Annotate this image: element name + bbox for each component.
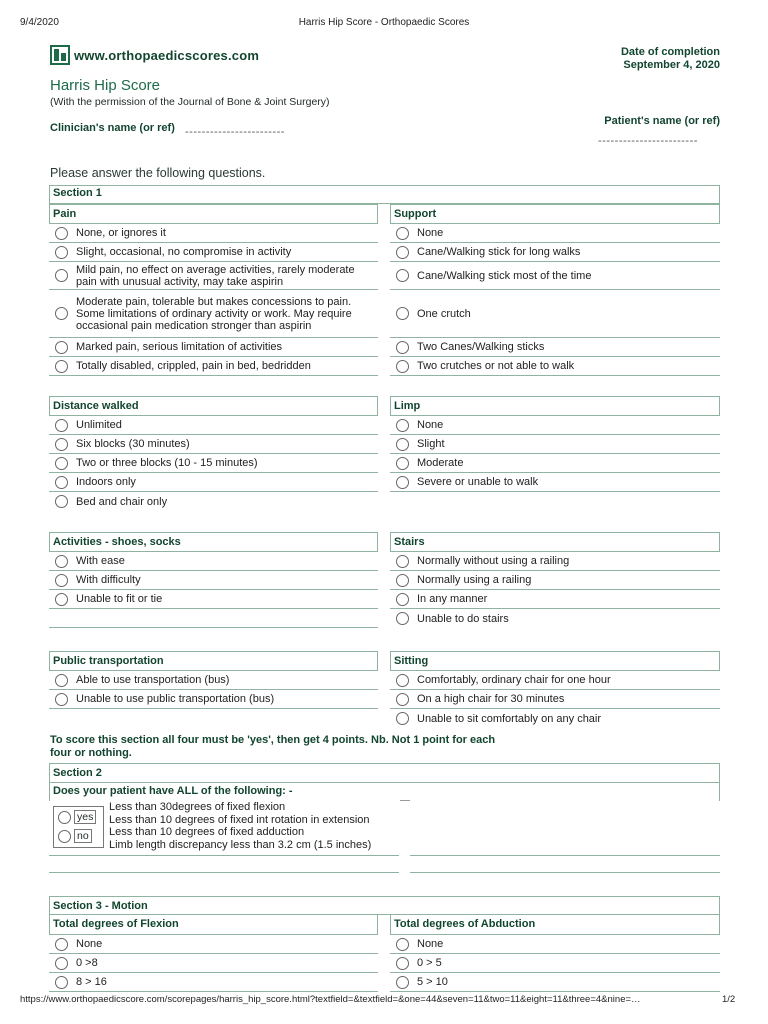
abduction-option[interactable]: 5 > 10 bbox=[390, 973, 720, 992]
activities-spacer-row bbox=[49, 609, 378, 628]
criteria-item: Limb length discrepancy less than 3.2 cm (1.5 inches) bbox=[109, 838, 372, 851]
support-option[interactable]: None bbox=[390, 224, 720, 243]
footer-url: https://www.orthopaedicscore.com/scorepages/harris_hip_score.html?textfield=&textfield=&one=44&seven=11&two=11&eight=11&three=4&nine=… bbox=[20, 994, 641, 1005]
support-option[interactable]: One crutch bbox=[390, 290, 720, 338]
radio-icon[interactable] bbox=[396, 360, 409, 373]
section2-question: Does your patient have ALL of the following: - bbox=[49, 783, 720, 801]
flexion-option[interactable]: 8 > 16 bbox=[49, 973, 378, 992]
divider bbox=[400, 800, 410, 801]
radio-icon[interactable] bbox=[396, 307, 409, 320]
stairs-option[interactable]: Normally using a railing bbox=[390, 571, 720, 590]
radio-icon[interactable] bbox=[396, 227, 409, 240]
radio-icon[interactable] bbox=[55, 555, 68, 568]
radio-icon[interactable] bbox=[396, 457, 409, 470]
yes-option[interactable]: yes bbox=[56, 810, 96, 824]
flexion-group bbox=[49, 915, 378, 992]
distance-option[interactable]: Bed and chair only bbox=[49, 492, 378, 511]
radio-icon[interactable] bbox=[396, 938, 409, 951]
activities-title: Activities - shoes, socks bbox=[49, 532, 378, 552]
yes-no-box bbox=[53, 806, 104, 848]
support-title: Support bbox=[390, 204, 720, 224]
radio-icon[interactable] bbox=[396, 712, 409, 725]
page-number: 1/2 bbox=[722, 994, 736, 1005]
print-date: 9/4/2020 bbox=[20, 17, 59, 28]
stairs-group bbox=[390, 532, 720, 628]
activities-option[interactable]: With ease bbox=[49, 552, 378, 571]
flexion-option[interactable]: 0 >8 bbox=[49, 954, 378, 973]
activities-option[interactable]: With difficulty bbox=[49, 571, 378, 590]
site-url[interactable]: www.orthopaedicscores.com bbox=[74, 47, 260, 63]
limp-title: Limp bbox=[390, 396, 720, 416]
pain-group bbox=[49, 204, 378, 376]
activities-option[interactable]: Unable to fit or tie bbox=[49, 590, 378, 609]
permission-note: (With the permission of the Journal of Bone & Joint Surgery) bbox=[50, 96, 330, 108]
radio-icon[interactable] bbox=[396, 419, 409, 432]
patient-label: Patient's name (or ref) bbox=[604, 115, 720, 127]
section2-note: To score this section all four must be 'yes', then get 4 points. Nb. Not 1 point for each four or nothing. bbox=[50, 734, 496, 759]
clinician-label: Clinician's name (or ref) bbox=[50, 122, 175, 134]
limp-option[interactable]: Slight bbox=[390, 435, 720, 454]
flexion-option[interactable]: None bbox=[49, 935, 378, 954]
divider bbox=[49, 872, 399, 873]
no-option[interactable]: no bbox=[56, 829, 92, 843]
pain-option[interactable]: None, or ignores it bbox=[49, 224, 378, 243]
divider bbox=[410, 855, 720, 856]
radio-icon[interactable] bbox=[396, 593, 409, 606]
radio-icon[interactable] bbox=[396, 574, 409, 587]
activities-group bbox=[49, 532, 378, 628]
radio-icon[interactable] bbox=[396, 612, 409, 625]
distance-option[interactable]: Indoors only bbox=[49, 473, 378, 492]
sitting-option[interactable]: Unable to sit comfortably on any chair bbox=[390, 709, 720, 728]
section2-criteria bbox=[109, 801, 371, 851]
radio-icon[interactable] bbox=[396, 269, 409, 282]
criteria-item: Less than 10 degrees of fixed int rotation in extension bbox=[109, 813, 370, 826]
radio-icon[interactable] bbox=[58, 830, 71, 843]
radio-icon[interactable] bbox=[55, 269, 68, 282]
radio-icon[interactable] bbox=[55, 227, 68, 240]
pain-option[interactable]: Marked pain, serious limitation of activities bbox=[49, 338, 378, 357]
support-option[interactable]: Two crutches or not able to walk bbox=[390, 357, 720, 376]
limp-option[interactable]: Severe or unable to walk bbox=[390, 473, 720, 492]
radio-icon[interactable] bbox=[55, 341, 68, 354]
clinician-field[interactable]: ------------------------ bbox=[185, 126, 285, 138]
sitting-option[interactable]: On a high chair for 30 minutes bbox=[390, 690, 720, 709]
instructions: Please answer the following questions. bbox=[50, 166, 266, 180]
site-logo-icon bbox=[50, 45, 70, 65]
stairs-option[interactable]: Normally without using a railing bbox=[390, 552, 720, 571]
radio-icon[interactable] bbox=[55, 938, 68, 951]
flexion-title: Total degrees of Flexion bbox=[49, 915, 378, 935]
radio-icon[interactable] bbox=[396, 674, 409, 687]
radio-icon[interactable] bbox=[396, 476, 409, 489]
stairs-option[interactable]: Unable to do stairs bbox=[390, 609, 720, 628]
radio-icon[interactable] bbox=[55, 457, 68, 470]
pain-option[interactable]: Slight, occasional, no compromise in activity bbox=[49, 243, 378, 262]
radio-icon[interactable] bbox=[55, 593, 68, 606]
limp-option[interactable]: Moderate bbox=[390, 454, 720, 473]
divider bbox=[410, 872, 720, 873]
radio-icon[interactable] bbox=[55, 360, 68, 373]
radio-icon[interactable] bbox=[55, 307, 68, 320]
distance-group bbox=[49, 396, 378, 511]
brand[interactable] bbox=[50, 45, 259, 65]
support-group bbox=[390, 204, 720, 376]
abduction-option[interactable]: 0 > 5 bbox=[390, 954, 720, 973]
radio-icon[interactable] bbox=[55, 957, 68, 970]
distance-option[interactable]: Six blocks (30 minutes) bbox=[49, 435, 378, 454]
print-title: Harris Hip Score - Orthopaedic Scores bbox=[298, 17, 470, 28]
transport-group bbox=[49, 651, 378, 709]
patient-field[interactable]: ------------------------ bbox=[598, 135, 698, 147]
section1-header: Section 1 bbox=[49, 185, 720, 204]
distance-option[interactable]: Two or three blocks (10 - 15 minutes) bbox=[49, 454, 378, 473]
radio-icon[interactable] bbox=[55, 693, 68, 706]
radio-icon[interactable] bbox=[396, 341, 409, 354]
support-option[interactable]: Cane/Walking stick most of the time bbox=[390, 262, 720, 290]
limp-group bbox=[390, 396, 720, 492]
pain-option[interactable]: Totally disabled, crippled, pain in bed, bedridden bbox=[49, 357, 378, 376]
transport-option[interactable]: Unable to use public transportation (bus) bbox=[49, 690, 378, 709]
stairs-option[interactable]: In any manner bbox=[390, 590, 720, 609]
radio-icon[interactable] bbox=[396, 555, 409, 568]
distance-title: Distance walked bbox=[49, 396, 378, 416]
transport-title: Public transportation bbox=[49, 651, 378, 671]
radio-icon[interactable] bbox=[396, 693, 409, 706]
support-option[interactable]: Two Canes/Walking sticks bbox=[390, 338, 720, 357]
radio-icon[interactable] bbox=[55, 246, 68, 259]
radio-icon[interactable] bbox=[55, 476, 68, 489]
radio-icon[interactable] bbox=[396, 246, 409, 259]
distance-option[interactable]: Unlimited bbox=[49, 416, 378, 435]
pain-title: Pain bbox=[49, 204, 378, 224]
radio-icon[interactable] bbox=[55, 674, 68, 687]
sitting-option[interactable]: Comfortably, ordinary chair for one hour bbox=[390, 671, 720, 690]
radio-icon[interactable] bbox=[55, 495, 68, 508]
criteria-item: Less than 30degrees of fixed flexion bbox=[109, 801, 286, 813]
page-title: Harris Hip Score bbox=[50, 77, 161, 94]
radio-icon[interactable] bbox=[396, 957, 409, 970]
section3-header: Section 3 - Motion bbox=[49, 896, 720, 915]
criteria-item: Less than 10 degrees of fixed adduction bbox=[109, 826, 305, 838]
radio-icon[interactable] bbox=[55, 976, 68, 989]
radio-icon[interactable] bbox=[396, 976, 409, 989]
divider bbox=[49, 855, 399, 856]
completion-date: September 4, 2020 bbox=[623, 59, 720, 71]
stairs-title: Stairs bbox=[390, 532, 720, 552]
radio-icon[interactable] bbox=[55, 419, 68, 432]
pain-option[interactable]: Moderate pain, tolerable but makes concessions to pain. Some limitations of ordinary activity or work. May require occasional pain medication stronger than aspirin bbox=[49, 290, 378, 338]
sitting-group bbox=[390, 651, 720, 728]
radio-icon[interactable] bbox=[396, 438, 409, 451]
abduction-title: Total degrees of Abduction bbox=[390, 915, 720, 935]
limp-option[interactable]: None bbox=[390, 416, 720, 435]
abduction-group bbox=[390, 915, 720, 992]
completion-label: Date of completion bbox=[620, 46, 720, 58]
pain-option[interactable]: Mild pain, no effect on average activities, rarely moderate pain with unusual activity, may take aspirin bbox=[49, 262, 378, 290]
sitting-title: Sitting bbox=[390, 651, 720, 671]
section2-header: Section 2 bbox=[49, 763, 720, 783]
support-option[interactable]: Cane/Walking stick for long walks bbox=[390, 243, 720, 262]
abduction-option[interactable]: None bbox=[390, 935, 720, 954]
radio-icon[interactable] bbox=[55, 574, 68, 587]
transport-option[interactable]: Able to use transportation (bus) bbox=[49, 671, 378, 690]
radio-icon[interactable] bbox=[55, 438, 68, 451]
radio-icon[interactable] bbox=[58, 811, 71, 824]
